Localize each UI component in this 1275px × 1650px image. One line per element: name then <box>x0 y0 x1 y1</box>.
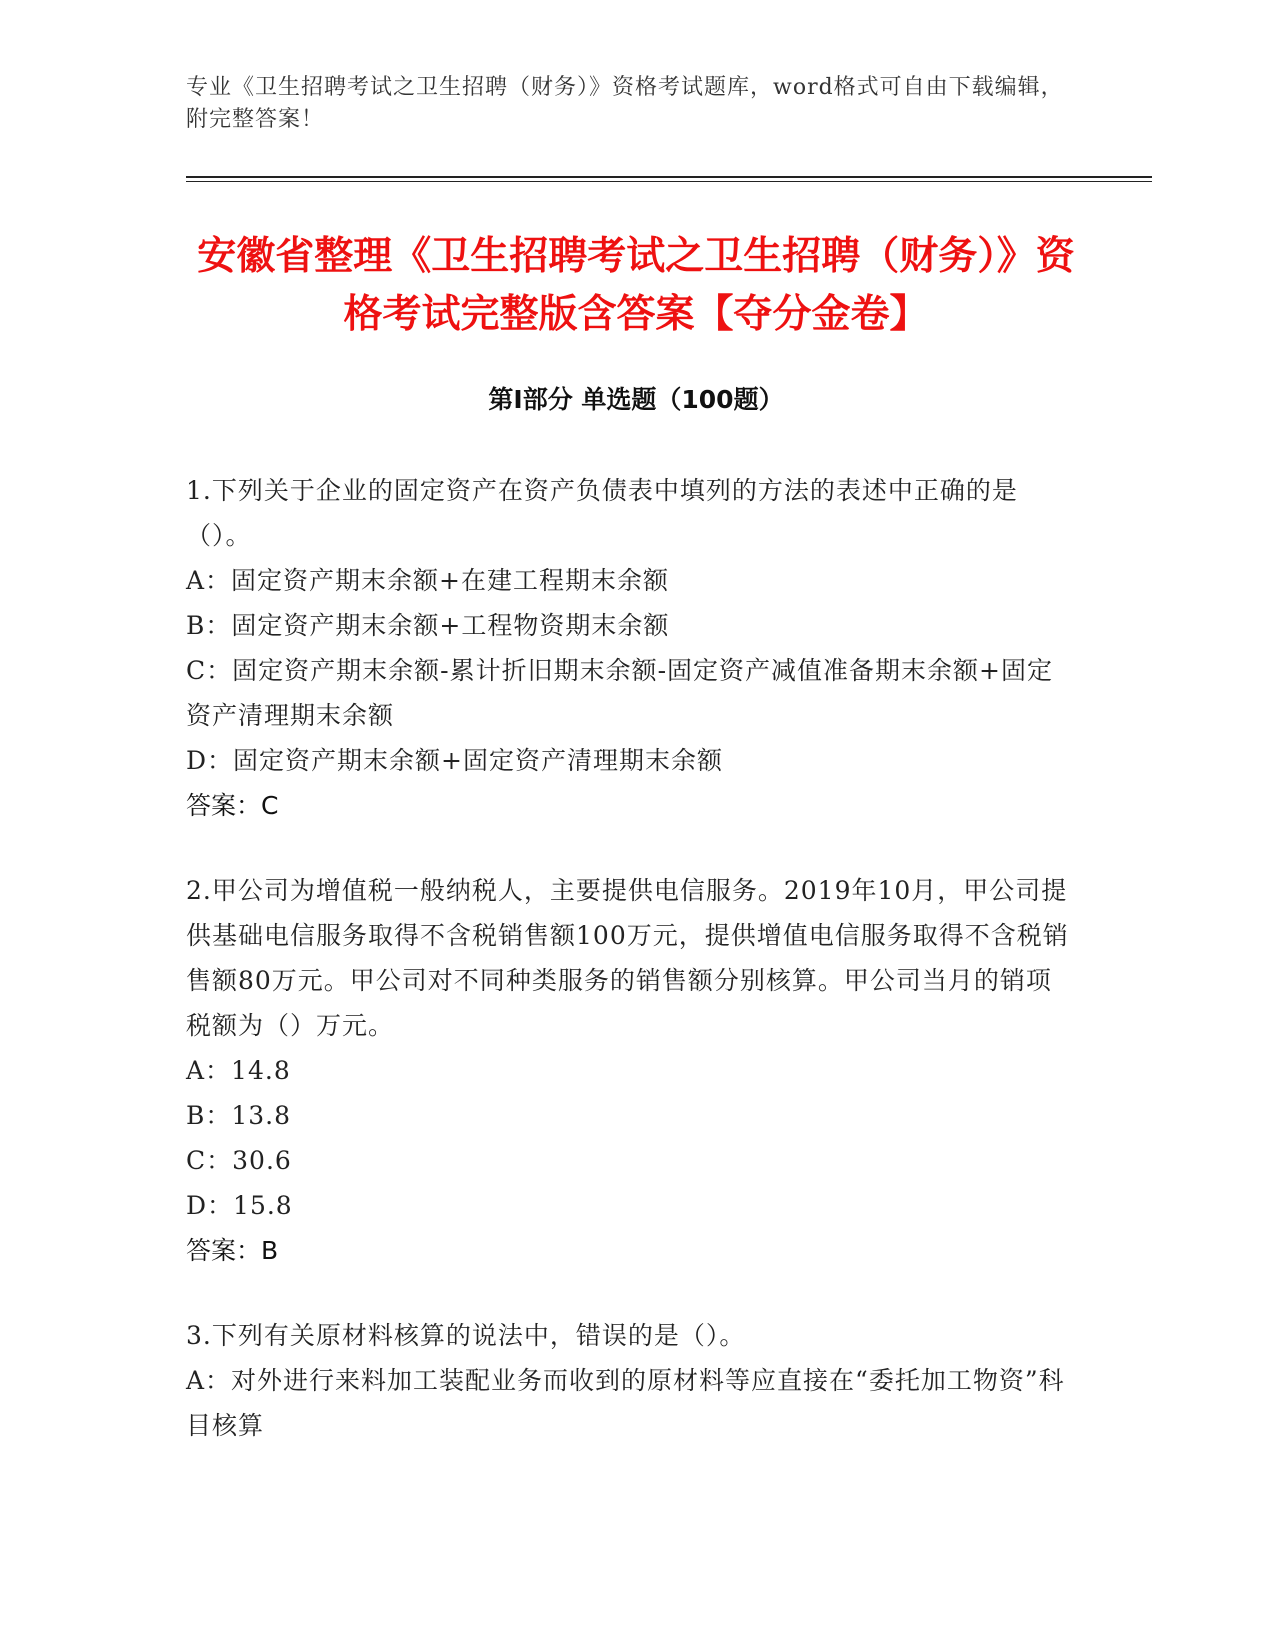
option-b: B：固定资产期末余额+工程物资期末余额 <box>186 611 670 640</box>
question-stem: 2.甲公司为增值税一般纳税人，主要提供电信服务。2019年10月，甲公司提供基础电信服务取得不含税销售额100万元，提供增值电信服务取得不含税销售额80万元。甲公司对不同种类服务的销售额分别核算。甲公司当月的销项税额为（）万元。 <box>186 876 1069 1040</box>
option-c: C：30.6 <box>186 1146 292 1175</box>
header-divider-thin <box>186 181 1152 182</box>
option-d: D：固定资产期末余额+固定资产清理期末余额 <box>186 746 723 775</box>
option-a: A：14.8 <box>186 1056 291 1085</box>
option-a: A：固定资产期末余额+在建工程期末余额 <box>186 566 670 595</box>
question-3 <box>186 1313 1076 1448</box>
answer-text: 答案：B <box>186 1236 279 1265</box>
option-a: A：对外进行来料加工装配业务而收到的原材料等应直接在“委托加工物资”科目核算 <box>186 1366 1065 1440</box>
question-stem: 3.下列有关原材料核算的说法中，错误的是（）。 <box>186 1321 746 1350</box>
header-divider-thick <box>186 176 1152 178</box>
section-heading: 第Ⅰ部分 单选题（100题） <box>488 385 784 414</box>
question-1 <box>186 468 1076 828</box>
option-d: D：15.8 <box>186 1191 293 1220</box>
question-2 <box>186 868 1076 1273</box>
question-list <box>186 468 1076 1488</box>
option-b: B：13.8 <box>186 1101 292 1130</box>
option-c: C：固定资产期末余额-累计折旧期末余额-固定资产减值准备期末余额+固定资产清理期末余额 <box>186 656 1053 730</box>
header-note: 专业《卫生招聘考试之卫生招聘（财务）》资格考试题库，word格式可自由下载编辑，附完整答案！ <box>186 75 1064 132</box>
answer-text: 答案：C <box>186 791 279 820</box>
question-stem: 1.下列关于企业的固定资产在资产负债表中填列的方法的表述中正确的是（）。 <box>186 476 1018 550</box>
document-title: 安徽省整理《卫生招聘考试之卫生招聘（财务）》资格考试完整版含答案【夺分金卷】 <box>197 234 1075 337</box>
